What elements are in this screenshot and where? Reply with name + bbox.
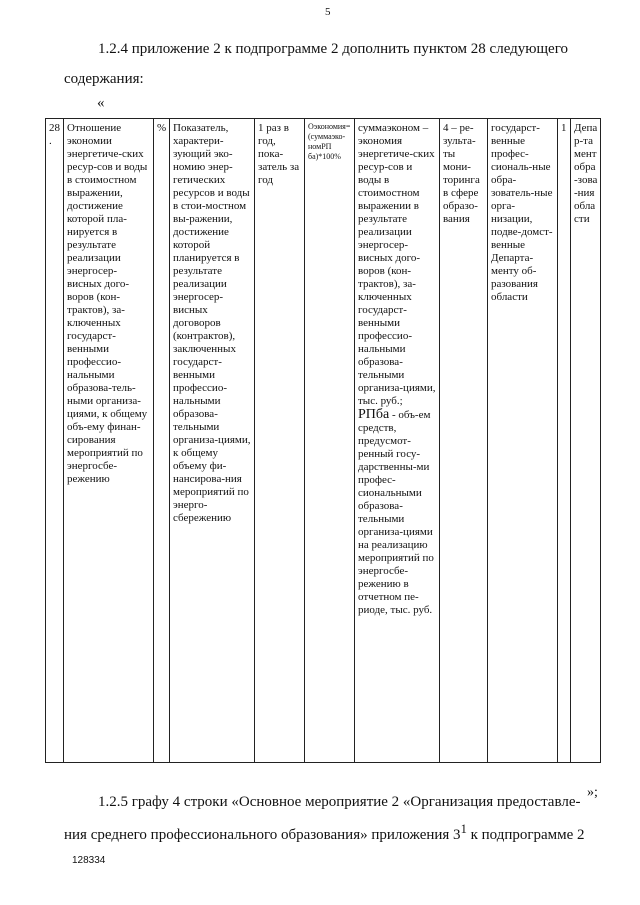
cell-variables	[355, 119, 440, 763]
intro-line-2: содержания:	[64, 71, 144, 87]
table-row	[46, 119, 601, 763]
variables-rp: РПба	[358, 407, 390, 422]
cell-periodicity	[255, 119, 305, 763]
para2-superscript: 1	[460, 822, 467, 836]
cell-data-source	[440, 119, 488, 763]
indicator-table	[45, 118, 601, 763]
cell-object	[488, 119, 558, 763]
para2-line-1: 1.2.5 графу 4 строки «Основное мероприятие 2 «Организация предоставле-	[98, 794, 581, 810]
document-code: 128334	[72, 855, 106, 866]
cell-definition-text: Показатель, характери-зующий эко-номию энер-гетических ресурсов и воды в стои-мостном вы-ражении, достижение которой планируется в результате реализации энергосер-висных договоров (контрактов), заключенных государст-венными профессио-нальными образова-тельными организа-циями, к общему объему фи-нансирова-ния мероприятий по энерго-сбережению	[173, 122, 251, 524]
intro-paragraph	[64, 34, 604, 94]
cell-formula	[305, 119, 355, 763]
cell-data-source-text: 4 – ре-зульта-ты мони-торинга в сфере образо-вания	[443, 122, 480, 225]
cell-number	[46, 119, 64, 763]
paragraph-1-2-5	[64, 789, 604, 849]
open-quote: «	[97, 95, 105, 111]
para2-line-2-tail: к подпрограмме 2	[466, 827, 585, 843]
cell-indicator-name-text: Отношение экономии энергетиче-ских ресур-сов и воды в стоимостном выражении, достижение которой пла-нируется в результате реализации энергосер-висных дого-воров (кон-трактов), за-ключенных государст-венными профессио-нальными образова-тель-ными организа-циями, к общему объ-ему финан-сирования мероприятий по энергосбе-режению	[67, 122, 148, 485]
closing-quote: »;	[587, 785, 598, 800]
formula-text: Оэкономия= (суммаэко- номРП ба)*100%	[308, 122, 351, 161]
cell-definition	[170, 119, 255, 763]
cell-responsible-text: Депар-та мент обра-зова-ния области	[574, 122, 598, 225]
variables-part-2: - объ-ем средств, предусмот-ренный госу-дарственны-ми профес-сиональными образова-тельными организа-циями на реализацию мероприятий по энергосбе-режению в отчетном пе-риоде, тыс. руб.	[358, 409, 434, 616]
intro-line-1: 1.2.4 приложение 2 к подпрограмме 2 дополнить пунктом 28 следующего	[98, 41, 568, 57]
cell-count-text: 1	[561, 122, 567, 134]
cell-indicator-name	[64, 119, 154, 763]
cell-unit	[154, 119, 170, 763]
page-number: 5	[325, 6, 331, 18]
cell-unit-text: %	[157, 122, 167, 134]
cell-object-text: государст-венные профес-сиональ-ные обра-зователь-ные орга-низации, подве-домст-венные Департа-менту об-разования области	[491, 122, 553, 303]
cell-number-text: 28.	[49, 122, 60, 147]
para2-line-2: ния среднего профессионального образования» приложения 3	[64, 827, 461, 843]
variables-part-1: суммаэконом – экономия энергетиче-ских ресур-сов и воды в стоимостном выражении в результате реализации энергосер-висных дого-воров (кон-трактов), за-ключенных государст-венными профессио-нальными образова-тельными организа-циями, тыс. руб.;	[358, 122, 436, 407]
cell-responsible	[571, 119, 601, 763]
cell-count	[558, 119, 571, 763]
cell-periodicity-text: 1 раз в год, пока-затель за год	[258, 122, 300, 186]
